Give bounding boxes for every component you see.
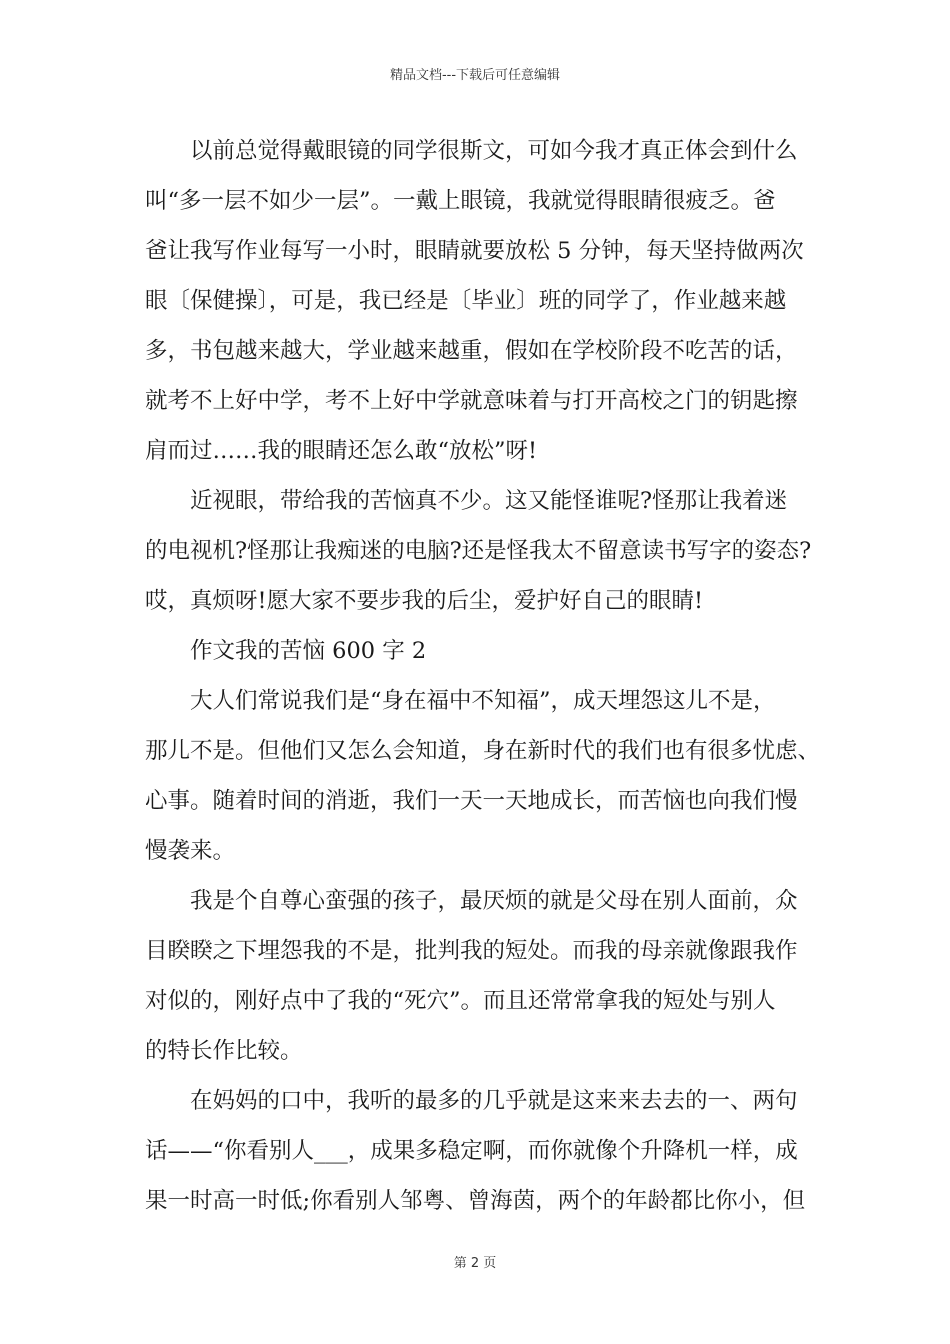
text-line: 多，书包越来越大，学业越来越重，假如在学校阶段不吃苦的话， bbox=[145, 338, 798, 364]
text-line: 就考不上好中学，考不上好中学就意味着与打开高校之门的钥匙擦 bbox=[145, 388, 798, 414]
document-body bbox=[145, 131, 821, 1231]
text-line: 对似的，刚好点中了我的“死穴”。而且还常常拿我的短处与别人 bbox=[145, 988, 776, 1014]
text-line: 的特长作比较。 bbox=[145, 1038, 303, 1064]
text-line: 我是个自尊心蛮强的孩子，最厌烦的就是父母在别人面前，众 bbox=[190, 888, 798, 914]
text-line: 在妈妈的口中，我听的最多的几乎就是这来来去去的一、两句 bbox=[190, 1088, 798, 1114]
text-line: 大人们常说我们是“身在福中不知福”，成天埋怨这儿不是， bbox=[190, 688, 776, 714]
text-line: 的电视机?怪那让我痴迷的电脑?还是怪我太不留意读书写字的姿态? bbox=[145, 538, 812, 564]
text-line: 那儿不是。但他们又怎么会知道，身在新时代的我们也有很多忧虑、 bbox=[145, 738, 821, 764]
text-line: 眼〔保健操〕，可是，我已经是〔毕业〕班的同学了，作业越来越 bbox=[145, 288, 787, 314]
page-number: 第 2 页 bbox=[453, 1256, 497, 1271]
text-line: 话——“你看别人___，成果多稳定啊，而你就像个升降机一样，成 bbox=[145, 1138, 798, 1164]
text-line: 果一时高一时低;你看别人邹粤、曾海茵，两个的年龄都比你小，但 bbox=[145, 1188, 806, 1214]
text-line: 慢袭来。 bbox=[145, 838, 236, 864]
page-header: 精品文档---下载后可任意编辑 bbox=[389, 68, 561, 83]
text-line: 近视眼，带给我的苦恼真不少。这又能怪谁呢?怪那让我着迷 bbox=[190, 488, 788, 514]
text-line: 哎，真烦呀!愿大家不要步我的后尘，爱护好自己的眼睛! bbox=[145, 588, 704, 614]
text-line: 心事。随着时间的消逝，我们一天一天地成长，而苦恼也向我们慢 bbox=[145, 788, 798, 814]
text-line: 肩而过……我的眼睛还怎么敢“放松”呀! bbox=[145, 438, 538, 464]
text-line: 以前总觉得戴眼镜的同学很斯文，可如今我才真正体会到什么 bbox=[190, 138, 798, 164]
section-heading: 作文我的苦恼 600 字 2 bbox=[190, 638, 427, 664]
text-line: 叫“多一层不如少一层”。一戴上眼镜，我就觉得眼睛很疲乏。爸 bbox=[145, 188, 776, 214]
text-line: 目睽睽之下埋怨我的不是，批判我的短处。而我的母亲就像跟我作 bbox=[145, 938, 798, 964]
text-line: 爸让我写作业每写一小时，眼睛就要放松 5 分钟，每天坚持做两次 bbox=[145, 238, 804, 264]
